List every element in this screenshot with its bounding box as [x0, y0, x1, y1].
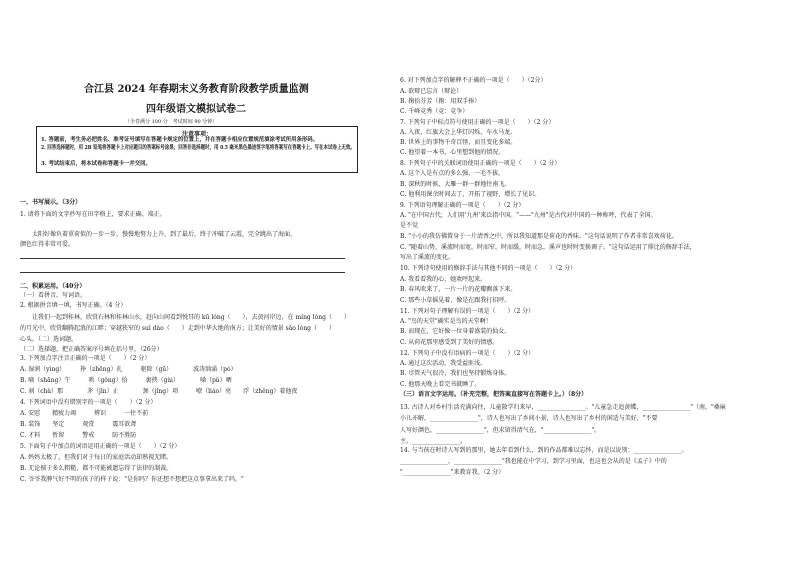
option-text: C. 他望着一本书，心里想到他的情况。 [400, 149, 505, 156]
right-column [400, 0, 780, 562]
option-text: 写出了溪流的变化。 [400, 254, 455, 261]
option-text: B. 而现在，它好像一位身着盛装的仙女。 [400, 328, 511, 335]
option-text: A. 入夜，红旗大会上华灯闪烁，车水马龙。 [400, 129, 517, 136]
option-text: A. 这个人是有点的多么强，一毛不拔。 [400, 170, 505, 177]
option-text: A. 湿润（yìng） 挣（zhēng）扎 驱除（gū） 波涛汹涌（pó） [20, 366, 237, 373]
question-text: 14. 与当孩在时诗人写到的那里，她去年看到什么，到的作品都难以忘怀，而是以说别：________________。 [400, 447, 688, 454]
notice-item: 1. 答题前，考生务必把姓名、准考证号填写在答题卡规定的位置上，并在答题卡相应位置规范填涂考试所用条形码。 [41, 137, 319, 143]
question-text: 11. 下列对句子理解有误的一项是（ ）（2 分） [400, 308, 535, 315]
section-heading: 一、书写展示。（3分） [20, 199, 82, 206]
question-text: 10. 下列诗句使用的修辞手法与其他不同的一项是（ ）（2 分） [400, 265, 577, 272]
question-text: 4. 下列词语中没有错别字的一项是（ ）（2 分） [20, 399, 157, 406]
option-text: C. 他利用课余时间去了，开拓了视野，增长了见识。 [400, 191, 541, 198]
question-text: 7. 下列句子中标点符号使用正确的一项是（ ）（2 分） [400, 119, 555, 126]
question-text: 8. 下列句子中的关联词语使用正确的一项是（ ）（2 分） [400, 160, 561, 167]
subsection-heading: （二）选择题，把正确答案序号填在括号里。（26分） [20, 346, 163, 353]
option-text: C. 从荷花那里感受到了美好的情感。 [400, 339, 499, 346]
subsection-heading: （三）语言文字运用。（补充完整，把答案直接写在答题卡上。）（8分） [400, 391, 588, 398]
option-text: C. 他那天晚上看完书就睡了。 [400, 381, 481, 388]
question-text: "________________"来教育我。（2 分） [400, 469, 505, 476]
option-text: A. 安慰 精疲力竭 辨识 一往不前 [20, 410, 149, 417]
passage-text: 的月光中，欣赏翻腾起浪的江畔；穿越狭窄的 suì dào（ ）走到中华大地的南方；让美好的情景 sǎo lòng（ ） [20, 325, 336, 332]
question-text: 5. 下面句子中加点的词语运用正确的一项是（ ）（2 分） [20, 443, 181, 450]
notice-item: 2. 回答选择题时，用 2B 铅笔将答题卡上对应题目的答案标号涂黑；回答非选择题时，用 0.5 毫米黑色墨迹签字笔将答案写在答题卡上。写在本试卷上无效。 [41, 145, 355, 151]
question-text: 3. 下列加点字注音正确的一项是（ ）（2 分） [20, 355, 151, 362]
option-text: C. 爷爷我脾气好不明的孩子的样子说："是你吗？你还想不想把这点事拿出来了吗。" [20, 476, 244, 483]
notice-item: 3. 考试结束后，将本试卷和答题卡一并交回。 [41, 161, 151, 167]
question-text: 2. 根据拼音填一填，书写正确。（4 分） [20, 302, 127, 309]
option-text: A. "鸟的天堂"确实是鸟的天堂啊！ [400, 318, 492, 325]
notice-title: 注意事项： [181, 131, 212, 138]
option-text: C. 那些小草摇晃着，像是在跟我打招呼。 [400, 297, 511, 304]
writing-line [20, 258, 345, 259]
option-text: A. 通过这次活动，我受益匪浅。 [400, 360, 487, 367]
question-text: 小儿亦解，________________"，诗人也写出了乡间小景，诗人也写出了乡村的闲适与美好，"不要 [400, 415, 658, 422]
passage-text: 太阳好像负着重荷似的一步一步，慢慢地努力上升，到了最后，终于冲破了云霞，完全跳出了海面， [20, 231, 297, 238]
option-text: 是不觉 [400, 222, 419, 229]
option-text: C. "随着山势，溪流时而宽，时而窄，时而缓，时而急，溪声也时时变换调子。"这句话运用了排比的修辞手法， [400, 244, 696, 251]
option-text: B. 掬拾芬芳（掬：用双手捧） [400, 98, 481, 105]
exam-info: （全卷满分 100 分 考试时间 90 分钟） [125, 119, 218, 125]
exam-subtitle: 四年级语文模拟试卷二 [146, 104, 246, 115]
option-text: B. 春风吹来了，一片一片的花瓣飘落下来。 [400, 286, 517, 293]
option-text: A. 我看看我的心，她欢呼起来。 [400, 276, 487, 283]
exam-title: 合江县 2024 年春期末义务教育阶段教学质量监测 [84, 84, 309, 95]
option-text: B. 嘀（shāng）午 哄（gǒng）拾 裹挟（gài） 嗓（pǔ）晒 [20, 377, 232, 384]
passage-text: 心头。（二）选词题。 [20, 336, 78, 343]
question-text: 6. 对下列加点字的解释不正确的一项是（ ）（2分） [400, 77, 547, 84]
left-column [20, 0, 360, 562]
option-text: C. 千峰竞秀（竞：竞争） [400, 108, 469, 115]
passage-text: 颜色红得非常可爱。 [20, 241, 75, 248]
option-text: B. 装饰 坚定 观赏 震耳欲聋 [20, 421, 137, 428]
subsection-heading: （一）看拼音，写词语。 [20, 292, 87, 299]
option-text: B. 世界上的事物千奇百怪，而且变化多端。 [400, 139, 517, 146]
passage-text: 让我们一起到桂林，欣赏石林和桂林山水，赶向山间看到悦耳的 kū lóng（ ），去黄河岸边，在 míng lóng（ ） [20, 314, 350, 321]
option-text: B. 深秋的时候，大雁一群一群地往南飞。 [400, 181, 511, 188]
question-text: 1. 请将下面的文字抄写在田字格上，要求正确、端正。 [20, 211, 166, 218]
option-text: B. "小小的我仿佛置身于一片清香之中，所以我知道那是荷花的香味。"这句话说明了作者非常喜欢荷花。 [400, 233, 678, 240]
option-text: C. 刹（chà）那 茅（jīn）止 颈（jǐng）项 嘹（liáo）亮 浮（zhěng）着他夜 [20, 388, 298, 395]
question-text: 13. 古诗人对乡村生活充满向往，儿童散学归来早，________________。"儿童急走追黄蝶，________________"（南，"桑麻 [400, 404, 726, 411]
question-text: ________________，________________"我也能在中学习，到学习里面，也这也会从的是《孟子》中的 [400, 458, 667, 465]
question-text: 人写好颜色，________________"，但求留得清气在，"________________"。 [400, 427, 601, 434]
option-text: A. "在中国古代，人们用'九州'来泛指中国。"——"九州"是古代对中国的一种称呼，代表了全国。 [400, 212, 657, 219]
section-heading: 二、积累运用。（40分） [20, 283, 86, 290]
option-text: C. 才料 暂留 警戒 防不胜防 [20, 432, 137, 439]
option-text: A. 欲辩已忘言（辩论） [400, 88, 463, 95]
question-text: 12. 下列句子中没有语病的一项是（ ）（2 分） [400, 350, 535, 357]
question-text: 主。________________。 [400, 438, 467, 445]
writing-line [20, 272, 345, 273]
option-text: B. 无论擅于多么粗糙，都不可能被遗忘得了法律的制裁。 [20, 465, 173, 472]
question-text: 9. 下列语句理解正确的一项是（ ）（2 分） [400, 202, 525, 209]
notice-box [36, 126, 358, 173]
option-text: A. 妈妈太极了，但我们对于每日的家庭活动却熟视无睹。 [20, 454, 173, 461]
option-text: B. 尽管天气很冷，我们也坚持锻炼身体。 [400, 370, 511, 377]
